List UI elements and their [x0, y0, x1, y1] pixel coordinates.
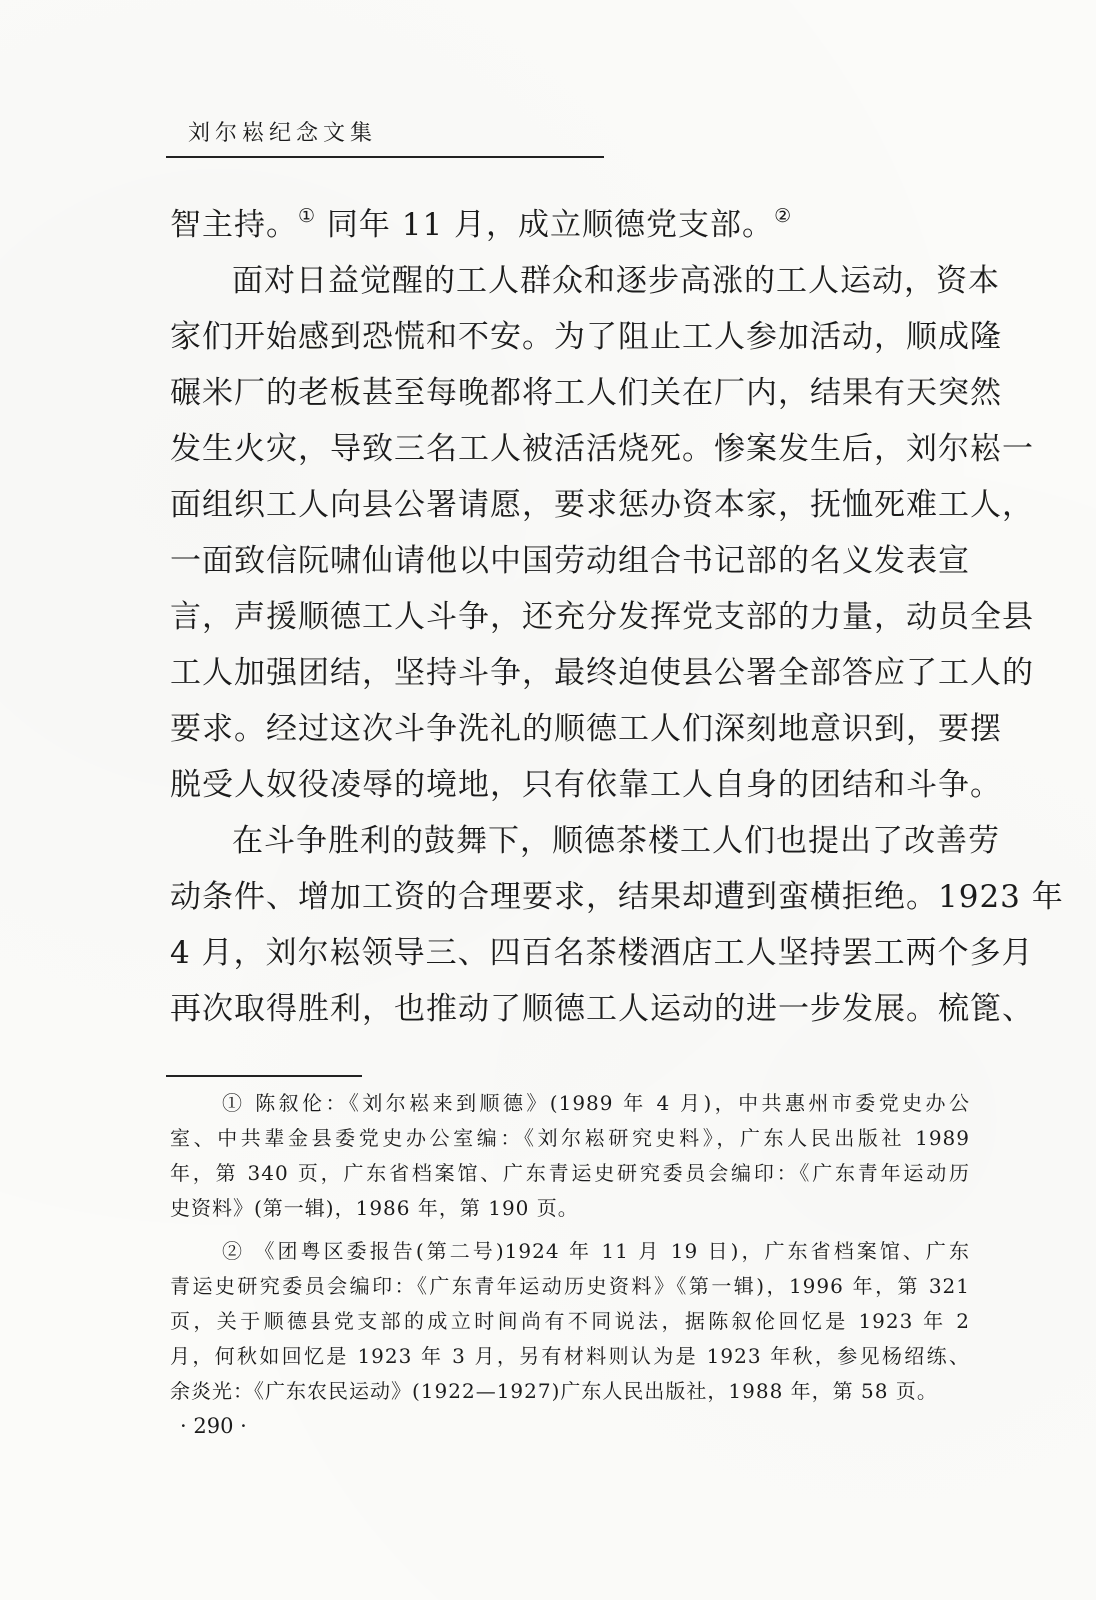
body-line: 脱受人奴役凌辱的境地，只有依靠工人自身的团结和斗争。: [170, 767, 1002, 803]
body-line: 工人加强团结，坚持斗争，最终迫使县公署全部答应了工人的: [170, 655, 1034, 691]
footnote-1-line: 年，第 340 页，广东省档案馆、广东青运史研究委员会编印：《广东青年运动历: [170, 1161, 970, 1185]
footnote-1-line: ① 陈叙伦：《刘尔崧来到顺德》(1989 年 4 月)，中共惠州市委党史办公: [222, 1091, 970, 1115]
body-line: 一面致信阮啸仙请他以中国劳动组合书记部的名义发表宣: [170, 543, 970, 579]
footnote-2-line: 青运史研究委员会编印：《广东青年运动历史资料》《第一辑)，1996 年，第 321: [170, 1274, 970, 1298]
running-head-title: 刘尔崧纪念文集: [188, 121, 378, 146]
body-line: 言，声援顺德工人斗争，还充分发挥党支部的力量，动员全县: [170, 599, 1034, 635]
footnote-2-line: 月，何秋如回忆是 1923 年 3 月，另有材料则认为是 1923 年秋，参见杨绍练、: [170, 1344, 970, 1368]
body-line: 面对日益觉醒的工人群众和逐步高涨的工人运动，资本: [232, 263, 1000, 299]
footnote-2-line: 页，关于顺德县党支部的成立时间尚有不同说法，据陈叙伦回忆是 1923 年 2: [170, 1309, 970, 1333]
body-line: 动条件、增加工资的合理要求，结果却遭到蛮横拒绝。1923 年: [170, 879, 1064, 915]
body-line: 发生火灾，导致三名工人被活活烧死。惨案发生后，刘尔崧一: [170, 431, 1034, 467]
footnote-gap: [170, 1226, 970, 1234]
footnote-ref-2: ②: [774, 205, 793, 227]
footnote-2-line: ② 《团粤区委报告(第二号)1924 年 11 月 19 日)，广东省档案馆、广东: [222, 1239, 970, 1263]
footnote-rule: [166, 1075, 362, 1077]
footnotes: [170, 1086, 970, 1409]
body-line-text: 智主持。: [170, 207, 298, 243]
body-line: [170, 197, 970, 253]
body-line: 要求。经过这次斗争洗礼的顺德工人们深刻地意识到，要摆: [170, 711, 1002, 747]
body-line: 碾米厂的老板甚至每晚都将工人们关在厂内，结果有天突然: [170, 375, 1002, 411]
footnote-2-line: 余炎光：《广东农民运动》(1922—1927)广东人民出版社，1988 年，第 58 页。: [170, 1379, 938, 1403]
body-text: [170, 197, 1064, 1037]
page-number: · 290 ·: [180, 1414, 247, 1438]
footnote-1-line: 室、中共辈金县委党史办公室编：《刘尔崧研究史料》，广东人民出版社 1989: [170, 1126, 970, 1150]
body-line: 再次取得胜利，也推动了顺德工人运动的进一步发展。梳篦、: [170, 991, 1034, 1027]
footnote-1-line: 史资料》(第一辑)，1986 年，第 190 页。: [170, 1196, 579, 1220]
body-line: 4 月，刘尔崧领导三、四百名茶楼酒店工人坚持罢工两个多月: [170, 935, 1034, 971]
header-rule: [166, 156, 604, 158]
body-line: 在斗争胜利的鼓舞下，顺德茶楼工人们也提出了改善劳: [232, 823, 1000, 859]
body-line: 家们开始感到恐慌和不安。为了阻止工人参加活动，顺成隆: [170, 319, 1002, 355]
footnote-ref-1: ①: [298, 205, 317, 227]
body-line-text: 同年 11 月，成立顺德党支部。: [316, 207, 775, 243]
body-line: 面组织工人向县公署请愿，要求惩办资本家，抚恤死难工人，: [170, 487, 1034, 523]
